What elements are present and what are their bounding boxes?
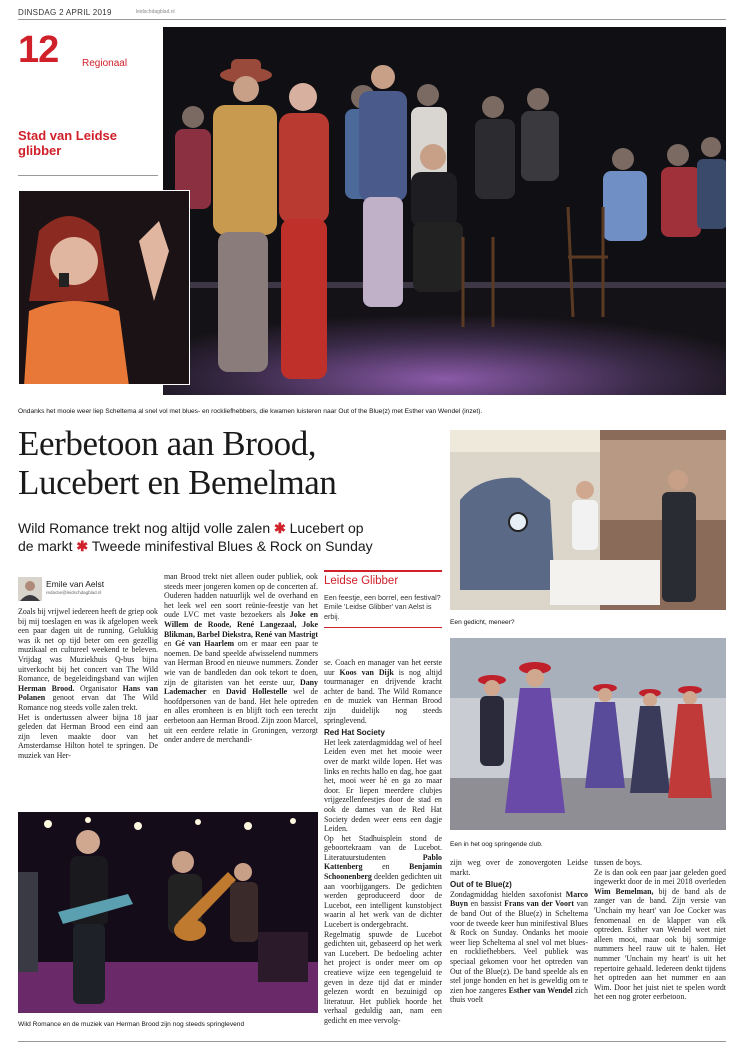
name-highlight: David Hollestelle: [225, 687, 288, 697]
name-highlight: Hans van Polanen: [18, 683, 158, 703]
text-run: bij de band als de zanger van de band. Zijn versie van 'Unchain my heart' van Joe Cocker was fenomenaal en de klapper van elk optreden. Esther van Wendel weet niet alleen mooi, maar ook bij sommige nummers heel rauw uit te halen. Het nummer 'Unchain my heart' is uit het repertoire gehaald. Iedereen denkt tijdens het optreden aan het nummer en aan Wim. Door het juist niet te spelen wordt het een nog groter eerbetoon.: [594, 886, 726, 1002]
main-photo-caption: Ondanks het mooie weer liep Scheltema al snel vol met blues- en rockliefhebbers, die kwamen luisteren naar Out of the Blue(z) met Esther van Wendel (inzet).: [18, 408, 483, 415]
subheading-part-4: Tweede minifestival Blues & Rock on Sunday: [91, 538, 373, 554]
text-run: Het leek zaterdagmiddag wel of heel Leiden even met het mooie weer over de markt wilde lopen. Het was links en rechts hallo en dag, hoe gaat het, mooi weer hè en ga zo maar door. Er liepen meerdere clubjes vrijgezellenfeestjes door de stad en ook de dames van de Red Hat Society deden weer eens een dagje Leiden.: [324, 737, 442, 834]
text-run: Het is ondertussen alweer bijna 18 jaar geleden dat Herman Brood een eind aan zijn leven maakte door van het Amsterdamse Hilton hotel te springen. De muziek van Her-: [18, 712, 158, 760]
article-column-4: [450, 858, 588, 1005]
text-run: en: [382, 862, 390, 872]
red-hat-society-photo: [450, 638, 726, 830]
author-email: redactie@leidschdagblad.nl: [46, 590, 102, 595]
name-highlight: Benjamin Schoonenberg: [324, 862, 442, 882]
paragraph: [594, 868, 726, 1002]
article-column-2: [164, 572, 318, 745]
paragraph: [164, 572, 318, 745]
name-highlight: Koos van Dijk: [339, 667, 394, 677]
lucebot-caption: Een gedicht, meneer?: [450, 619, 515, 626]
text-run: zijn weg over de zonovergoten Leidse markt.: [450, 858, 588, 877]
text-run: man Brood trekt niet alleen ouder publiek, ook steeds meer jongeren komen op de concerten af. Ouderen hadden natuurlijk wel de overhand en het leek wel een soort reünie-feestje van het oude LVC met vaste bezoekers als: [164, 572, 318, 620]
name-highlight: Dany Lademacher: [164, 677, 318, 697]
lucebot-photo: [450, 430, 726, 610]
sidebar-title: Leidse Glibber: [324, 575, 399, 587]
name-highlight: Gé van Haarlem: [175, 639, 235, 649]
column-divider: [18, 175, 158, 176]
paragraph: [324, 930, 442, 1026]
issue-date: DINSDAG 2 APRIL 2019: [18, 8, 112, 17]
text-run: tussen de boys.: [594, 858, 642, 867]
paragraph: [450, 890, 588, 1005]
name-highlight: Frans van der Voort: [504, 899, 575, 909]
text-run: se. Coach en manager van het eerste uur: [324, 658, 442, 677]
subheading-part-1: Wild Romance trekt nog altijd volle zalen: [18, 520, 271, 536]
text-run: Zondagmiddag hielden saxofonist: [450, 889, 562, 899]
text-run: en: [212, 687, 220, 697]
paragraph: [18, 607, 158, 713]
author-name: Emile van Aelst: [46, 579, 105, 589]
text-run: om er maar een paar te noemen. De band speelde afwisselend nummers van Herman Brood en nieuwe nummers. Zonder wie van de bandleden dan ook tekort te doen, zijn de gitaristen van het eerste uur,: [164, 639, 318, 687]
article-subheading: [18, 519, 443, 555]
text-run: Op het Stadhuisplein stond de geboortekraam van de Lucebot. Literatuurstudenten: [324, 833, 442, 862]
name-highlight: Pablo Kattenberg: [324, 852, 442, 872]
author-avatar: [18, 577, 42, 601]
text-run: Zoals bij vrijwel iedereen heeft de griep ook bij mij toeslagen en was ik afgelopen week een paar dagen uit de running. Gelukkig was ik net op tijd beter om een gezellig muzikaal en cultureel weekend te beleven. Vrijdag was Muziekhuis Q-bus bijna uitverkocht bij het concert van The Wild Romance, de begeleidingsband van wijlen: [18, 607, 159, 684]
name-highlight: Herman Brood.: [18, 683, 75, 693]
paragraph: [324, 738, 442, 834]
byline: [18, 575, 158, 603]
paragraph: [324, 834, 442, 930]
text-run: genoot ervan dat The Wild Romance nog steeds volle zalen trekt.: [18, 693, 158, 712]
column-title: Stad van Leidse glibber: [18, 128, 117, 158]
sidebar-rule: [324, 627, 442, 628]
text-run: Regelmatig spuwde de Lucebot gedichten uit, gebaseerd op het werk van Lucebert. De bedoeling achter het project is onder meer om op creatieve wijze een tegengeluid te geven in deze tijd dat er minder gelezen wordt en bezuinigd op literatuur. Het publiek hoorde het verhaal geduldig aan, nam een gedicht en mee vervolg-: [324, 929, 442, 1025]
article-column-3: [324, 658, 442, 1026]
band-caption: Wild Romance en de muziek van Herman Brood zijn nog steeds springlevend: [18, 1021, 245, 1028]
text-run: is nog altijd tourmanager en drijvende kracht achter de band. The Wild Romance en de muziek van Herman Brood zijn duidelijk nog steeds springlevend.: [324, 667, 442, 725]
paragraph: [18, 713, 158, 761]
paragraph: [324, 658, 442, 725]
page-bottom-rule: [18, 1041, 726, 1042]
text-run: Organisator: [79, 683, 118, 693]
text-run: van de band Out of the Blue(z) in Scheltema voor de tweede keer hun minifestival Blues & Rock on Sunday. Ondanks het mooie weer liep Scheltema al snel vol met blues- en rockliefhebbers. Veel publiek was speciaal gekomen voor het optreden van Out of the Blue(z). De band speelde als en stel jonge honden en het is geweldig om te zien hoe zangeres: [450, 899, 589, 995]
paragraph: [450, 858, 588, 877]
name-highlight: Marco Buyn: [450, 889, 588, 909]
inset-photo: [18, 190, 190, 385]
text-run: wel de hoofdpersonen van de band. Het hele optreden en alles eromheen is en blijft toch een terecht eerbetoon aan Herman Brood. Zijn zoon Marcel, uit een eerdere relatie in Groningen, verzorgt onder andere de merchandi-: [164, 687, 318, 745]
sidebar-text: Een feestje, een borrel, een festival? Emile 'Leidse Glibber' van Aelst is erbij.: [324, 593, 441, 621]
text-run: zich thuis voelt: [450, 985, 588, 1005]
subheading-red-hat-society: Red Hat Society: [324, 728, 385, 738]
text-run: en bassist: [470, 899, 502, 909]
red-hat-caption: Een in het oog springende club.: [450, 841, 543, 848]
main-photo: [163, 27, 726, 395]
page-header: [18, 6, 726, 20]
band-photo: [18, 812, 318, 1013]
name-highlight: Joke en Willem de Roode, René Langezaal, Joke Blikman, Barbel Diekstra, René van Mastrigt: [164, 610, 318, 639]
asterisk-icon: ✱: [76, 538, 89, 554]
sidebar-box: [324, 570, 442, 628]
article-column-1: [18, 607, 158, 761]
section-name: Regionaal: [82, 58, 128, 69]
sidebar-rule: [324, 570, 442, 572]
paragraph: [594, 858, 726, 868]
asterisk-icon: ✱: [274, 520, 286, 536]
article-headline: [18, 424, 443, 502]
text-run: en: [164, 639, 172, 649]
headline-line-2: Lucebert en Bemelman: [18, 463, 337, 502]
subheading-part-3: de markt: [18, 538, 73, 554]
page-number: 12: [18, 29, 59, 71]
name-highlight: Esther van Wendel: [508, 985, 573, 995]
text-run: Ze is dan ook een paar jaar geleden goed ingewerkt door de in mei 2018 overleden: [594, 867, 726, 887]
subheading-out-of-te-bluez: Out of te Blue(z): [450, 880, 512, 890]
headline-line-1: Eerbetoon aan Brood,: [18, 424, 317, 463]
subheading-part-2: Lucebert op: [289, 520, 364, 536]
text-run: deelden gedichten uit aan voorbijgangers. De gedichten werden geproduceerd door de Lucebot, een intelligent kunstobject waarin al het werk van de dichter Lucebert is ondergebracht.: [324, 872, 442, 930]
site-name: leidschdagblad.nl: [136, 9, 175, 15]
name-highlight: Wim Bemelman,: [594, 886, 654, 896]
article-column-5: [594, 858, 726, 1002]
